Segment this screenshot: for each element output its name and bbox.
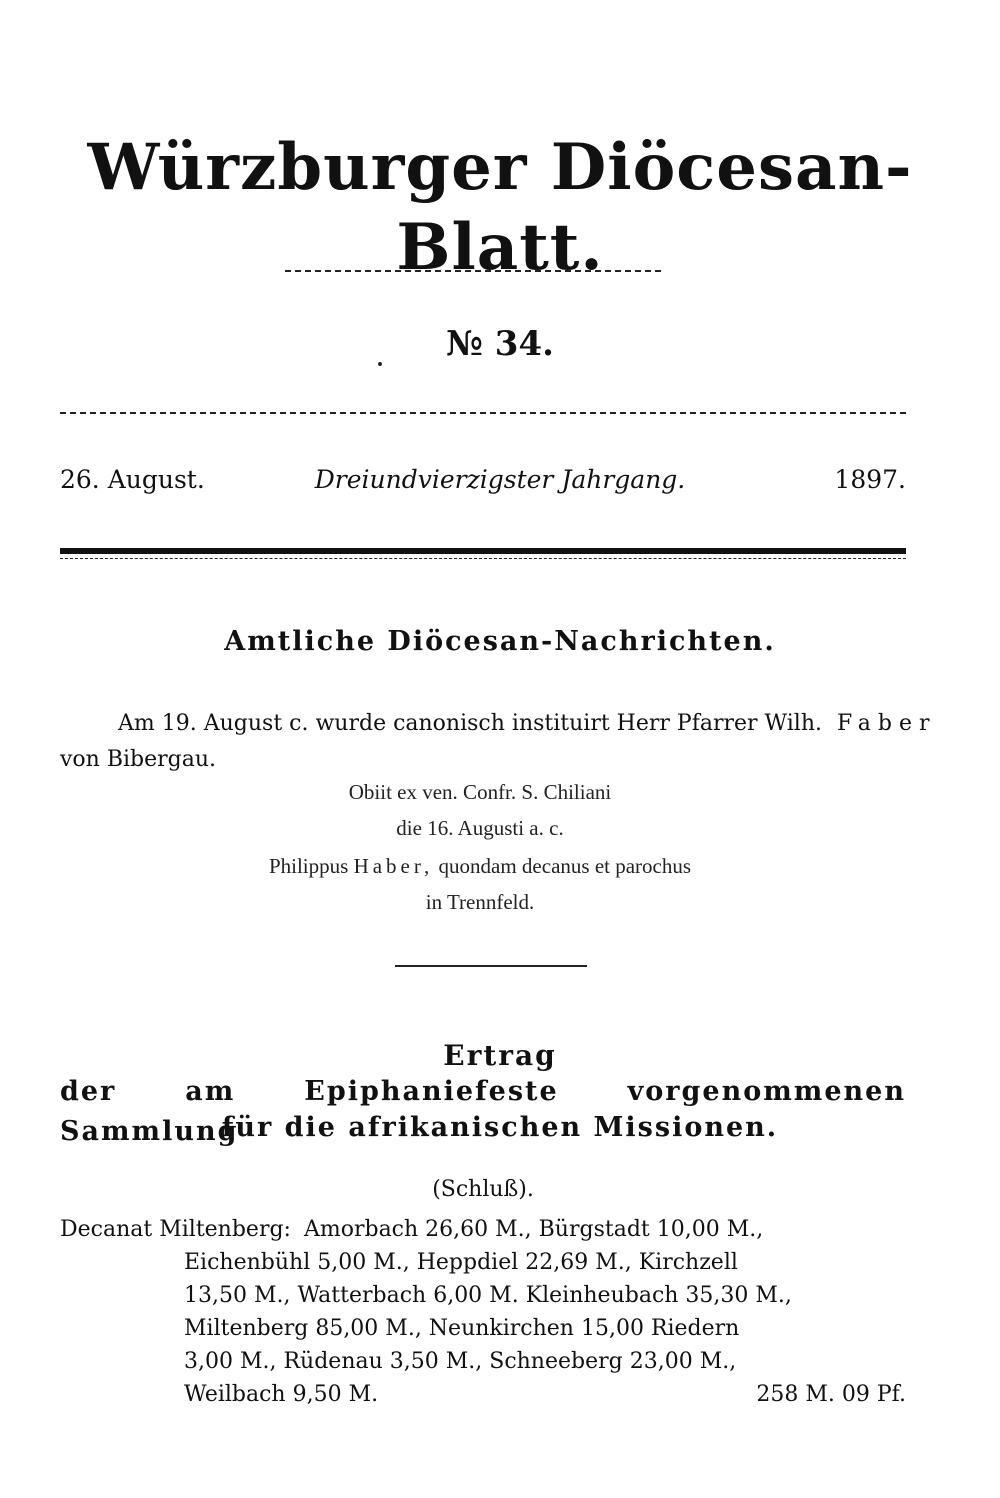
- issue-number: № 34.: [446, 324, 554, 364]
- appointment-text: Am 19. August c. wurde canonisch instituirt Herr Pfarrer Wilh.: [118, 711, 822, 736]
- obituary-role: quondam decanus et parochus: [438, 854, 692, 878]
- obituary-line-4: in Trennfeld.: [425, 890, 535, 914]
- parish-line-1: Amorbach 26,60 M., Bürgstadt 10,00 M.,: [303, 1217, 764, 1242]
- appointee-name: Faber: [837, 711, 937, 736]
- deanery-line: [60, 1212, 763, 1248]
- obituary-line-1: Obiit ex ven. Confr. S. Chiliani: [348, 780, 612, 804]
- parish-line-5: 3,00 M., Rüdenau 3,50 M., Schneeberg 23,00 M.,: [184, 1349, 737, 1374]
- obituary-line-2: die 16. Augusti a. c.: [396, 816, 564, 840]
- volume-label: Dreiundvierzigster Jahrgang.: [314, 465, 686, 494]
- header-thin-rule: [60, 558, 906, 559]
- appointment-line-1: [118, 706, 937, 742]
- appointment-line-2: von Bibergau.: [60, 747, 217, 772]
- obituary-surname: Haber,: [353, 854, 434, 878]
- masthead-title: Würzburger Diöcesan-Blatt.: [87, 130, 913, 285]
- continuation-label: (Schluß).: [432, 1177, 534, 1202]
- obituary-first-name: Philippus: [268, 854, 349, 878]
- issue-divider: [60, 412, 906, 414]
- issue-year: 1897.: [834, 465, 906, 494]
- parish-line-3: 13,50 M., Watterbach 6,00 M. Kleinheubach 35,30 M.,: [184, 1283, 792, 1308]
- collection-title-line-2-text: der am Epiphaniefeste vorgenommenen Sammlung: [60, 1076, 906, 1147]
- parish-line-2: Eichenbühl 5,00 M., Heppdiel 22,69 M., Kirchzell: [184, 1250, 738, 1275]
- parish-line-4: Miltenberg 85,00 M., Neunkirchen 15,00 Riedern: [184, 1316, 740, 1341]
- deanery-label: Decanat Miltenberg:: [60, 1217, 291, 1242]
- header-heavy-rule: [60, 548, 906, 554]
- masthead-divider: [285, 270, 661, 272]
- collection-title-line-1: Ertrag: [443, 1039, 557, 1072]
- collection-title-line-3: für die afrikanischen Missionen.: [221, 1112, 779, 1143]
- print-speck: [378, 362, 382, 366]
- issue-date: 26. August.: [60, 465, 205, 494]
- section-divider: [395, 965, 587, 967]
- obituary-line-3: [0, 848, 960, 884]
- parish-line-6: Weilbach 9,50 M.: [184, 1382, 379, 1407]
- official-news-title: Amtliche Diöcesan-Nachrichten.: [224, 626, 776, 657]
- collection-total: 258 M. 09 Pf.: [756, 1382, 906, 1407]
